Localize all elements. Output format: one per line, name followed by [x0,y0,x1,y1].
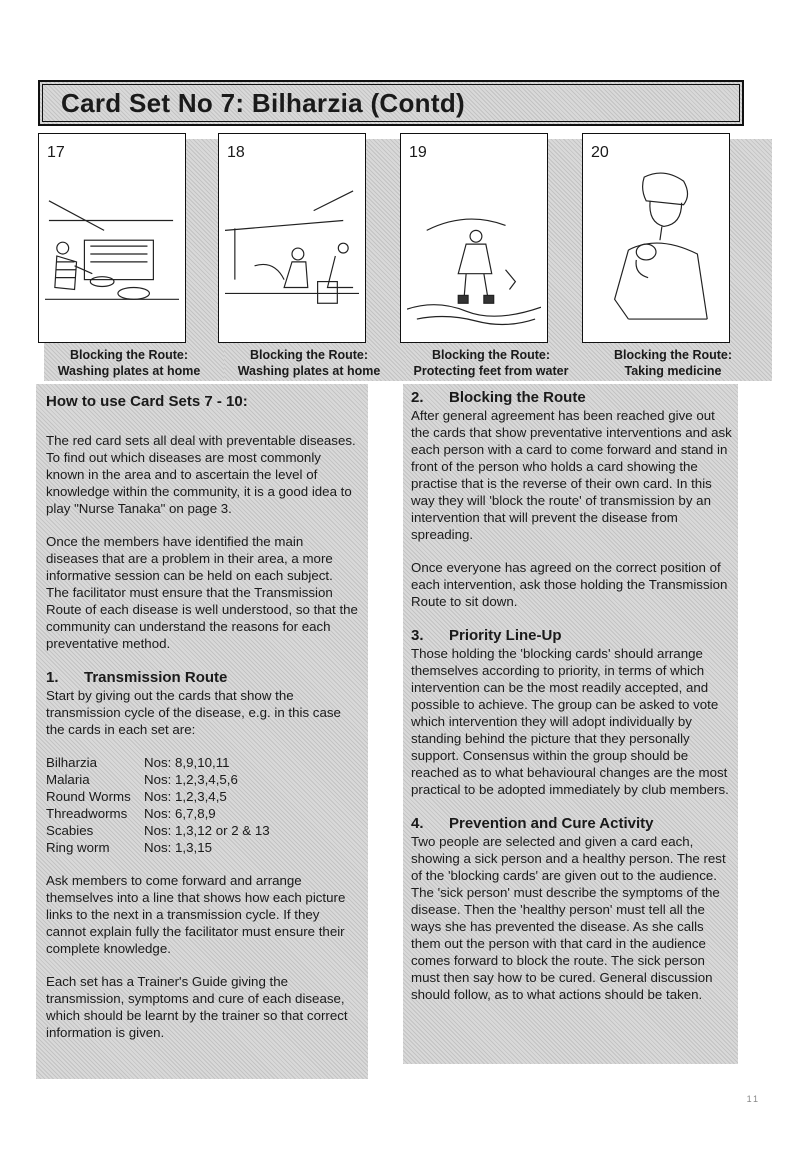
washing-plates-illustration [225,170,359,338]
arrange-paragraph: Ask members to come forward and arrange themselves into a line that shows how each picture links to the next in a transmission cycle. If they cannot explain fully the facilitator must ensure their complete knowledge. [46,873,346,956]
section-heading [46,668,358,687]
how-to-use-heading: How to use Card Sets 7 - 10: [46,393,248,410]
section-title: Priority Line-Up [449,627,562,644]
card-number: 17 [47,144,65,161]
list-item [46,805,358,822]
card-18 [218,133,408,381]
card-caption [580,347,766,379]
section-number: 3. [411,627,424,644]
right-column [403,384,738,1064]
card-number: 19 [409,144,427,161]
trainers-guide-paragraph: Each set has a Trainer's Guide giving the transmission, symptoms and cure of each disease, which should be learnt by the trainer so that correct information is given. [46,974,348,1040]
caption-line-2: Taking medicine [624,364,722,378]
card-frame [400,133,548,343]
caption-line-1: Blocking the Route: [613,348,733,362]
section-heading [411,626,732,645]
priority-lineup-text: Those holding the 'blocking cards' should arrange themselves according to priority, in terms of which intervention can be the most readily accepted, and possible to achieve. The group can be asked to vote which intervention they will adopt individually by standing behind the picture that they personally support. Consensus within the group should be reached as to what behavioural changes are the most practical to be adopted immediately by club members. [411,646,729,797]
disease-card-list [46,754,358,856]
list-item [46,754,358,771]
caption-line-1: Blocking the Route: [431,348,551,362]
blocking-route-text: After general agreement has been reached give out the cards that show preventative interventions and ask each person with a card to come forward and stand in front of the person who holds a card showing the practise that is the reverse of their own card. In this way they will 'block the route' of transmission by an intervention that will prevent the disease from spreading. [411,408,732,542]
caption-line-1: Blocking the Route: [249,348,369,362]
card-frame [582,133,730,343]
section-heading [411,388,732,407]
disease-name: Bilharzia [46,755,97,770]
card-number: 18 [227,144,245,161]
list-item [46,822,358,839]
title-bar [38,80,744,126]
section-number: 1. [46,669,59,686]
card-caption [36,347,222,379]
disease-name: Threadworms [46,806,128,821]
card-frame [218,133,366,343]
card-numbers: Nos: 1,3,15 [144,840,213,855]
card-numbers: Nos: 6,7,8,9 [144,806,216,821]
blocking-route-text-2: Once everyone has agreed on the correct position of each intervention, ask those holding the Transmission Route to sit down. [411,560,728,609]
disease-name: Round Worms [46,789,131,804]
protecting-feet-illustration [407,170,541,338]
card-frame [38,133,186,343]
section-heading [411,814,732,833]
caption-line-1: Blocking the Route: [69,348,189,362]
list-item [46,839,358,856]
prevention-cure-text: Two people are selected and given a card each, showing a sick person and a healthy person. The rest of the 'blocking cards' are given out to the audience. The 'sick person' must describe the symptoms of the disease. Then the 'healthy person' must tell all the ways she has prevented the disease. As she calls them out the person with that card in the audience comes forward to block the route. The sick person must then say how to be cured. General discussion should follow, as to what actions should be taken. [411,834,726,1002]
card-19 [400,133,590,381]
card-caption [216,347,402,379]
section-title: Prevention and Cure Activity [449,815,654,832]
caption-line-2: Washing plates at home [57,364,201,378]
caption-line-2: Washing plates at home [237,364,381,378]
section-title: Blocking the Route [449,389,586,406]
section-number: 2. [411,389,424,406]
card-numbers: Nos: 1,2,3,4,5,6 [144,772,238,787]
card-numbers: Nos: 1,3,12 or 2 & 13 [144,823,270,838]
title-inner [42,84,740,122]
list-item [46,771,358,788]
section-number: 4. [411,815,424,832]
intro-paragraph: The red card sets all deal with preventable diseases. To find out which diseases are most commonly known in the area and to ascertain the level of knowledge within the community, it is a good idea to play "Nurse Tanaka" on page 3. [46,433,356,516]
card-17 [38,133,228,381]
disease-name: Ring worm [46,840,110,855]
card-numbers: Nos: 8,9,10,11 [144,755,230,770]
transmission-route-text: Start by giving out the cards that show the transmission cycle of the disease, e.g. in this case the cards in each set are: [46,688,341,737]
caption-line-2: Protecting feet from water [413,364,569,378]
card-20 [582,133,772,381]
disease-name: Scabies [46,823,94,838]
section-title: Transmission Route [84,669,228,686]
card-number: 20 [591,144,609,161]
washing-plates-illustration [45,170,179,338]
card-numbers: Nos: 1,2,3,4,5 [144,789,227,804]
members-paragraph: Once the members have identified the main diseases that are a problem in their area, a more informative session can be held on each subject. The facilitator must ensure that the Transmission Route of each disease is well understood, so that the community can understand the reasons for each preventative method. [46,534,358,651]
card-caption [398,347,584,379]
page-number: 11 [746,1094,760,1104]
list-item [46,788,358,805]
disease-name: Malaria [46,772,90,787]
taking-medicine-illustration [589,170,723,338]
page-title: Card Set No 7: Bilharzia (Contd) [61,87,465,118]
left-column [36,384,368,1079]
